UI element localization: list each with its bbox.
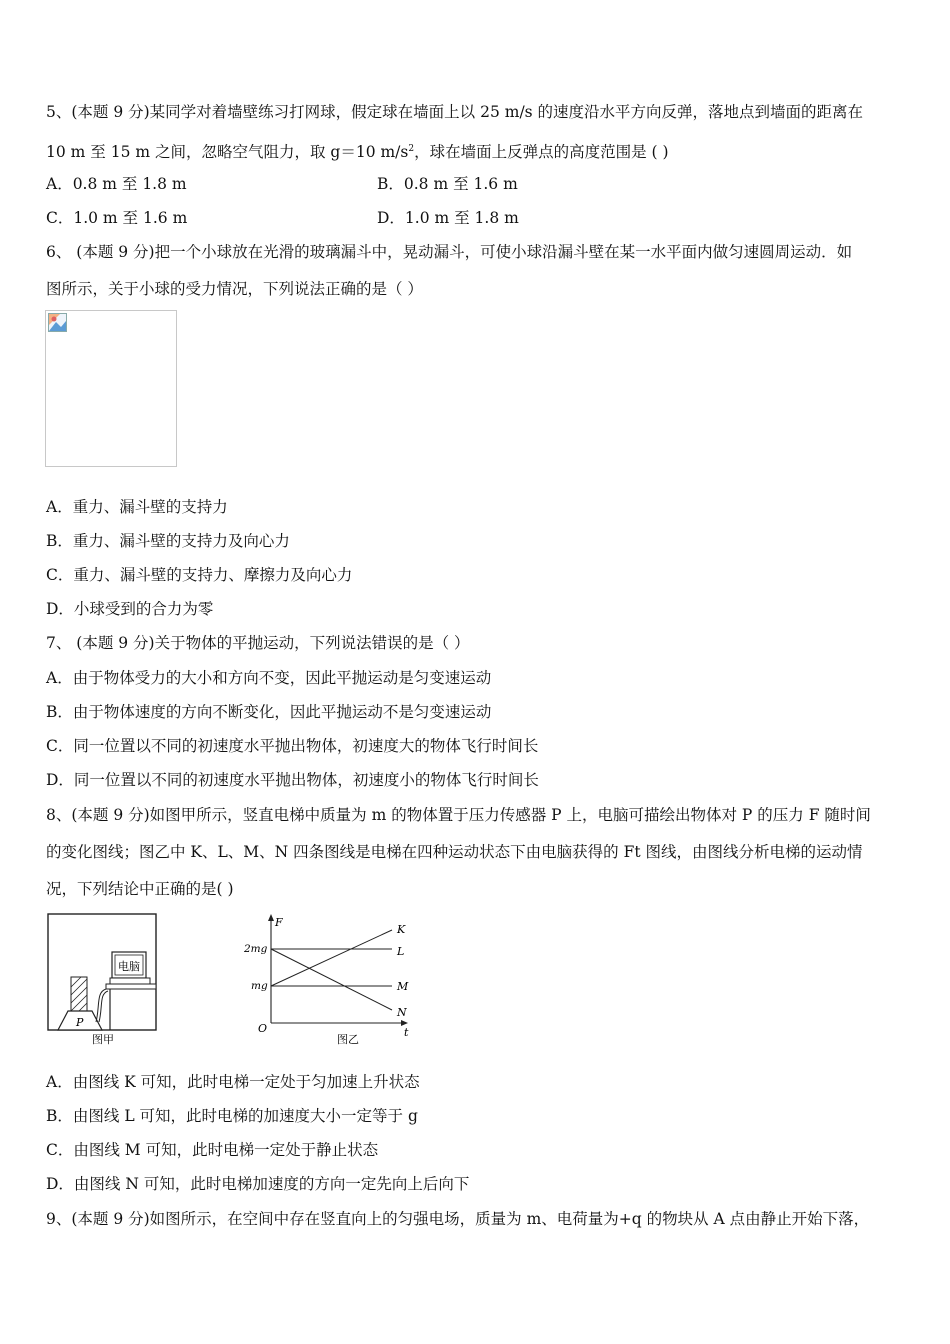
desk-top [106,984,156,989]
q7-option-b: B．由于物体速度的方向不断变化，因此平抛运动不是匀变速运动 [46,703,492,721]
q6-option-d: D．小球受到的合力为零 [46,600,214,618]
q7-option-d: D．同一位置以不同的初速度水平抛出物体，初速度小的物体飞行时间长 [46,771,539,789]
q8-option-c: C．由图线 M 可知，此时电梯一定处于静止状态 [46,1141,379,1159]
q5-option-b: B．0.8 m 至 1.6 m [377,175,518,193]
computer-label: 电脑 [118,960,140,973]
tick-2mg: 2mg [244,943,268,955]
q5-stem-line2 [46,139,669,162]
y-axis-label: F [275,916,283,929]
q9-stem-line1: 9、(本题 9 分)如图所示，在空间中存在竖直向上的匀强电场，质量为 m、电荷量为+q 的物块从 A 点由静止开始下落， [46,1210,870,1228]
figure-jia-elevator [46,912,164,1048]
label-m: M [397,980,409,993]
figure-yi-caption: 图乙 [337,1033,359,1046]
broken-image-placeholder [45,310,177,467]
label-k: K [397,923,406,936]
keyboard [110,978,150,984]
q7-option-a: A．由于物体受力的大小和方向不变，因此平抛运动是匀变速运动 [46,669,492,687]
q6-option-a: A．重力、漏斗壁的支持力 [46,498,228,516]
q8-option-a: A．由图线 K 可知，此时电梯一定处于匀加速上升状态 [46,1073,420,1091]
q5-option-a: A．0.8 m 至 1.8 m [46,175,187,193]
q8-stem-line2: 的变化图线；图乙中 K、L、M、N 四条图线是电梯在四种运动状态下由电脑获得的 Ft 图线，由图线分析电梯的运动情 [46,843,863,861]
sensor-label: P [76,1016,84,1029]
tick-mg: mg [251,980,268,992]
q5-stem-line1: 5、(本题 9 分)某同学对着墙壁练习打网球，假定球在墙面上以 25 m/s 的速度沿水平方向反弹，落地点到墙面的距离在 [46,103,864,121]
q8-stem-line1: 8、(本题 9 分)如图甲所示，竖直电梯中质量为 m 的物体置于压力传感器 P 上，电脑可描绘出物体对 P 的压力 F 随时间 [46,806,871,824]
q6-option-c: C．重力、漏斗壁的支持力、摩擦力及向心力 [46,566,353,584]
q7-option-c: C．同一位置以不同的初速度水平抛出物体，初速度大的物体飞行时间长 [46,737,539,755]
q5-stem-line2-pre: 10 m 至 15 m 之间，忽略空气阻力，取 g＝10 m/s [46,143,409,162]
q8-option-b: B．由图线 L 可知，此时电梯的加速度大小一定等于 g [46,1107,418,1125]
label-l: L [397,945,405,958]
q7-stem: 7、 (本题 9 分)关于物体的平抛运动，下列说法错误的是（ ） [46,634,470,652]
origin-label: O [258,1022,268,1035]
wall-hatch [71,977,87,1011]
label-n: N [397,1006,407,1019]
q6-stem-line2: 图所示，关于小球的受力情况，下列说法正确的是（ ） [46,280,423,298]
broken-image-icon [48,313,68,333]
x-axis-label: t [404,1026,409,1039]
figure-yi-ft-graph [240,912,415,1050]
y-axis-arrow [268,914,274,921]
q5-option-c: C．1.0 m 至 1.6 m [46,209,188,227]
figure-jia-caption: 图甲 [92,1033,114,1046]
q5-option-d: D．1.0 m 至 1.8 m [377,209,519,227]
q8-stem-line3: 况，下列结论中正确的是( ) [46,880,234,898]
q8-option-d: D．由图线 N 可知，此时电梯加速度的方向一定先向上后向下 [46,1175,470,1193]
q5-stem-line2-post: ，球在墙面上反弹点的高度范围是 ( ) [414,143,669,162]
q5-exponent: 2 [408,144,415,154]
q6-stem-line1: 6、 (本题 9 分)把一个小球放在光滑的玻璃漏斗中，晃动漏斗，可使小球沿漏斗壁在某一水平面内做匀速圆周运动．如 [46,243,853,261]
q6-option-b: B．重力、漏斗壁的支持力及向心力 [46,532,290,550]
